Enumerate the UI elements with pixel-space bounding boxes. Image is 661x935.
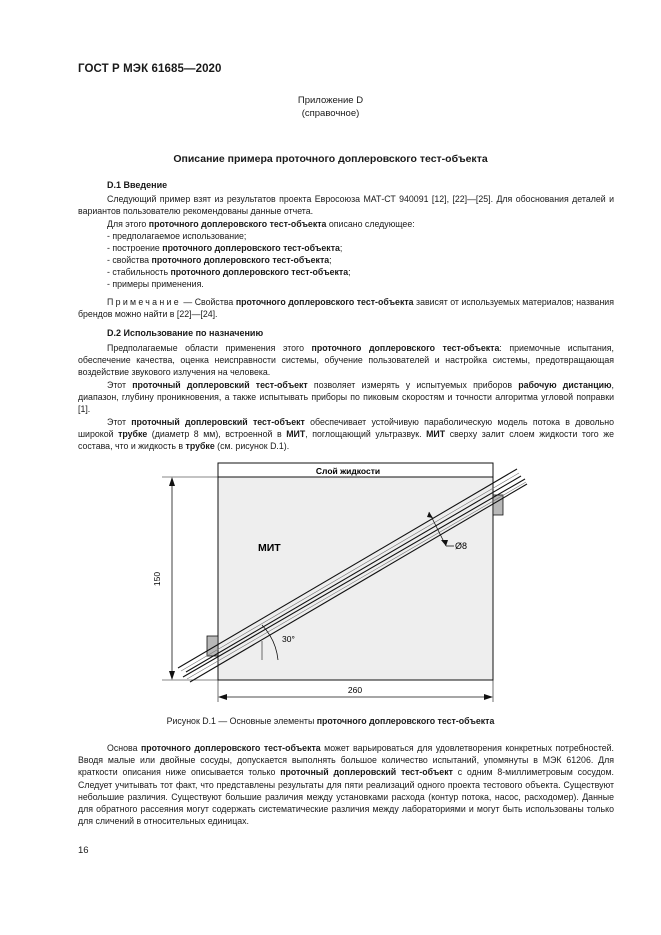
annex-heading: Описание примера проточного доплеровского тест-объекта — [173, 153, 488, 165]
standard-code: ГОСТ Р МЭК 61685—2020 — [78, 63, 222, 75]
figure-d1-diagram — [150, 455, 540, 710]
angle-label: 30° — [282, 634, 295, 644]
list-item: - свойства проточного доплеровского тест-объекта; — [107, 255, 332, 265]
intro-paragraph-1: Следующий пример взят из результатов проекта Евросоюза МАТ-СТ 940091 [12], [22]—[25]. Для обоснования деталей и вариантов пользователю рекомендованы данные отчета. — [78, 194, 614, 217]
width-label: 260 — [347, 685, 363, 695]
list-item: - примеры применения. — [107, 279, 204, 289]
usage-paragraph-2: Этот проточный доплеровский тест-объект позволяет измерять у испытуемых приборов рабочую дистанцию, диапазон, глубину проникновения, а также испытывать приборы по пиковым скоростям и точности алгоритма угловой поправки [1]. — [78, 380, 614, 415]
list-item: - построение проточного доплеровского тест-объекта; — [107, 243, 343, 253]
height-label: 150 — [152, 571, 162, 587]
intro-note: Примечание — Свойства проточного доплеровского тест-объекта зависят от используемых материалов; названия брендов можно найти в [22]—[24]. — [78, 297, 614, 320]
figure-caption: Рисунок D.1 — Основные элементы проточного доплеровского тест-объекта — [166, 716, 495, 726]
intro-paragraph-2: Для этого проточного доплеровского тест-объекта описано следующее: — [107, 219, 415, 229]
closing-paragraph: Основа проточного доплеровского тест-объекта может варьироваться для удовлетворения конкретных потребностей. Вводя малые или двойные сосуды, допускается выполнять большое количество испытаний, упомянуты в МЭК 61206. Для краткости описания ниже описывается только проточный доплеровский тест-объект с одним 8-миллиметровым сосудом. Следует учитывать тот факт, что представлены результаты для пяти реализаций одного проекта тестового объекта. Существуют небольшие различия. Существуют большие различия между установками расхода (контур потока, насос, расходомер). Данные для обратного рассеяния могут содержать систематические различия между лабораториями и могут быть использованы только для сличений в относительных единицах. — [78, 743, 615, 827]
usage-paragraph-1: Предполагаемые области применения этого проточного доплеровского тест-объекта: приемочные испытания, обеспечение качества, оценка неисправности системы, обучение пользователей и настройка системы, предотвращающая воздействие звукового излучения на человека. — [78, 343, 614, 378]
mit-label: МИТ — [258, 542, 281, 554]
list-item: - предполагаемое использование; — [107, 231, 247, 241]
annex-type: (справочное) — [301, 108, 360, 119]
annex-title: Приложение D — [297, 95, 364, 106]
liquid-layer-label: Слой жидкости — [315, 466, 381, 476]
list-item: - стабильность проточного доплеровского тест-объекта; — [107, 267, 351, 277]
usage-paragraph-3: Этот проточный доплеровский тест-объект обеспечивает устойчивую параболическую модель потока в довольно широкой трубке (диаметр 8 мм), встроенной в МИТ, поглощающий ультразвук. МИТ сверху залит слоем жидкости того же состава, что и жидкость в трубке (см. рисунок D.1). — [78, 417, 614, 452]
page-number: 16 — [78, 845, 89, 856]
section-heading-usage: D.2 Использование по назначению — [107, 328, 264, 338]
note-label: Примечание — [107, 297, 181, 307]
section-heading-introduction: D.1 Введение — [107, 180, 168, 190]
diameter-label: Ø8 — [455, 541, 468, 551]
